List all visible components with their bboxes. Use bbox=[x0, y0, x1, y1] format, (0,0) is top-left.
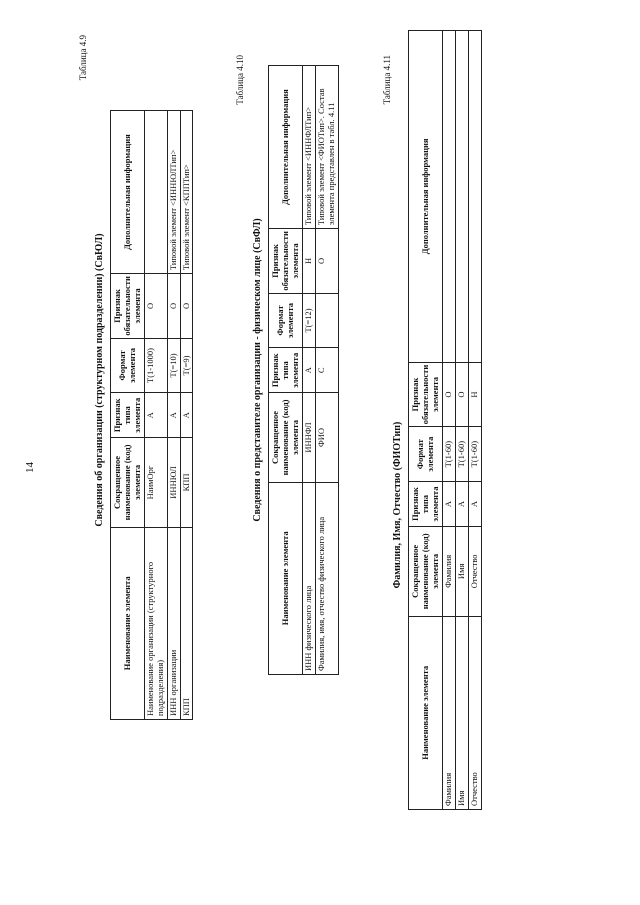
table-row bbox=[145, 111, 168, 720]
col-required-header: Признак обязательности элемента bbox=[111, 274, 145, 339]
cell-format bbox=[316, 293, 339, 348]
table-header-row bbox=[409, 31, 443, 810]
table-header-row bbox=[269, 66, 303, 675]
col-name-header: Наименование элемента bbox=[111, 527, 145, 719]
cell-info bbox=[456, 31, 469, 363]
col-type-header: Признак типа элемента bbox=[111, 393, 145, 438]
table-title: Сведения о представителе организации - физическом лице (СвФЛ) bbox=[252, 218, 263, 522]
cell-info: Типовой элемент <ИННЮЛТип> bbox=[167, 111, 180, 274]
table-caption: Таблица 4.10 bbox=[235, 55, 245, 105]
table-caption: Таблица 4.11 bbox=[382, 55, 392, 105]
cell-required: Н bbox=[468, 362, 481, 427]
table-fiotip bbox=[408, 30, 482, 810]
cell-code: Отчество bbox=[468, 527, 481, 617]
cell-required: О bbox=[443, 362, 456, 427]
table-title: Фамилия, Имя, Отчество (ФИОТип) bbox=[392, 421, 403, 589]
col-type-header: Признак типа элемента bbox=[269, 348, 303, 393]
page-number: 14 bbox=[24, 462, 36, 473]
table-row bbox=[316, 66, 339, 675]
table-row bbox=[180, 111, 193, 720]
cell-info: Типовой элемент <ИННФЛТип> bbox=[303, 66, 316, 229]
cell-code: НаимОрг bbox=[145, 438, 168, 527]
cell-name: ИНН физического лица bbox=[303, 482, 316, 674]
cell-type: А bbox=[303, 348, 316, 393]
cell-format: Т(1-60) bbox=[456, 427, 469, 482]
cell-required: О bbox=[180, 274, 193, 339]
cell-type: А bbox=[468, 482, 481, 527]
col-info-header: Дополнительная информация bbox=[111, 111, 145, 274]
table-row bbox=[468, 31, 481, 810]
cell-format: Т(1-1000) bbox=[145, 338, 168, 393]
col-code-header: Сокращенное наименование (код) элемента bbox=[409, 527, 443, 617]
col-code-header: Сокращенное наименование (код) элемента bbox=[269, 393, 303, 482]
cell-name: Фамилия bbox=[443, 616, 456, 809]
col-format-header: Формат элемента bbox=[409, 427, 443, 482]
cell-required: О bbox=[167, 274, 180, 339]
cell-required: О bbox=[316, 229, 339, 294]
cell-format: Т(=12) bbox=[303, 293, 316, 348]
col-info-header: Дополнительная информация bbox=[269, 66, 303, 229]
cell-code: ИННФЛ bbox=[303, 393, 316, 482]
cell-code: КПП bbox=[180, 438, 193, 527]
cell-info bbox=[443, 31, 456, 363]
table-row bbox=[303, 66, 316, 675]
cell-required: О bbox=[145, 274, 168, 339]
cell-format: Т(=9) bbox=[180, 338, 193, 393]
cell-type: А bbox=[167, 393, 180, 438]
col-required-header: Признак обязательности элемента bbox=[269, 229, 303, 294]
table-caption: Таблица 4.9 bbox=[78, 35, 88, 81]
col-format-header: Формат элемента bbox=[269, 293, 303, 348]
table-row bbox=[443, 31, 456, 810]
cell-format: Т(1-60) bbox=[443, 427, 456, 482]
col-required-header: Признак обязательности элемента bbox=[409, 362, 443, 427]
col-name-header: Наименование элемента bbox=[409, 616, 443, 809]
table-svul bbox=[110, 110, 193, 720]
table-row bbox=[456, 31, 469, 810]
cell-info: Типовой элемент <КППТип> bbox=[180, 111, 193, 274]
cell-type: А bbox=[443, 482, 456, 527]
cell-info bbox=[468, 31, 481, 363]
cell-info bbox=[145, 111, 168, 274]
cell-name: Имя bbox=[456, 616, 469, 809]
cell-name: ИНН организации bbox=[167, 527, 180, 719]
col-info-header: Дополнительная информация bbox=[409, 31, 443, 363]
table-header-row bbox=[111, 111, 145, 720]
cell-info: Типовой элемент <ФИОТип>. Состав элемента представлен в табл. 4.11 bbox=[316, 66, 339, 229]
table-title: Сведения об организации (структурном подразделении) (СвЮЛ) bbox=[94, 233, 105, 527]
table-svfl bbox=[268, 65, 339, 675]
cell-type: А bbox=[456, 482, 469, 527]
cell-name: КПП bbox=[180, 527, 193, 719]
cell-format: Т(=10) bbox=[167, 338, 180, 393]
cell-code: Имя bbox=[456, 527, 469, 617]
col-type-header: Признак типа элемента bbox=[409, 482, 443, 527]
col-name-header: Наименование элемента bbox=[269, 482, 303, 674]
cell-type: С bbox=[316, 348, 339, 393]
cell-code: ФИО bbox=[316, 393, 339, 482]
cell-name: Фамилия, имя, отчество физического лица bbox=[316, 482, 339, 674]
cell-type: А bbox=[145, 393, 168, 438]
col-code-header: Сокращенное наименование (код) элемента bbox=[111, 438, 145, 527]
cell-required: Н bbox=[303, 229, 316, 294]
cell-name: Отчество bbox=[468, 616, 481, 809]
cell-name: Наименование организации (структурного подразделения) bbox=[145, 527, 168, 719]
cell-code: Фамилия bbox=[443, 527, 456, 617]
cell-code: ИННЮЛ bbox=[167, 438, 180, 527]
cell-format: Т(1-60) bbox=[468, 427, 481, 482]
cell-type: А bbox=[180, 393, 193, 438]
cell-required: О bbox=[456, 362, 469, 427]
col-format-header: Формат элемента bbox=[111, 338, 145, 393]
table-row bbox=[167, 111, 180, 720]
